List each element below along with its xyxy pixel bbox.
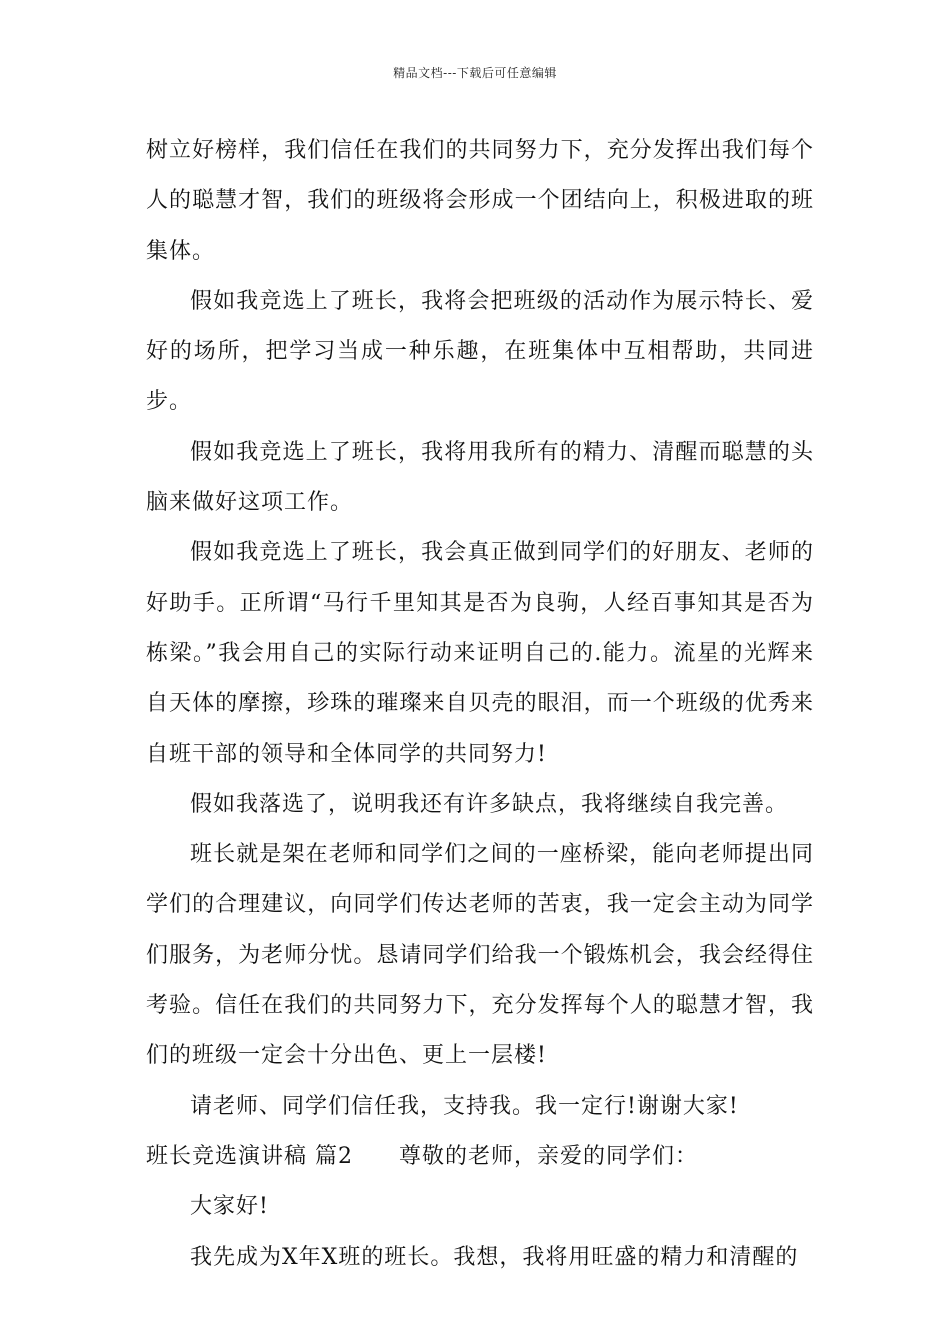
document-body (146, 126, 814, 1283)
section-title-line: 班长竞选演讲稿 篇2 尊敬的老师，亲爱的同学们： (146, 1143, 698, 1169)
paragraph: 请老师、同学们信任我，支持我。我一定行!谢谢大家! (190, 1093, 739, 1119)
paragraph: 我先成为X年X班的班长。我想，我将用旺盛的精力和清醒的 (190, 1244, 799, 1270)
paragraph: 大家好! (190, 1194, 269, 1220)
paragraph: 班长就是架在老师和同学们之间的一座桥梁，能向老师提出同学们的合理建议，向同学们传达老师的苦衷，我一定会主动为同学们服务，为老师分忧。恳请同学们给我一个锻炼机会，我会经得住考验。信任在我们的共同努力下，充分发挥每个人的聪慧才智，我们的班级一定会十分出色、更上一层楼! (146, 842, 814, 1069)
paragraph: 假如我落选了，说明我还有许多缺点，我将继续自我完善。 (190, 791, 789, 817)
paragraph: 假如我竞选上了班长，我会真正做到同学们的好朋友、老师的好助手。正所谓“马行千里知其是否为良驹，人经百事知其是否为栋梁。”我会用自己的实际行动来证明自己的.能力。流星的光辉来自天体的摩擦，珍珠的璀璨来自贝壳的眼泪，而一个班级的优秀来自班干部的领导和全体同学的共同努力! (146, 540, 814, 767)
paragraph: 假如我竞选上了班长，我将用我所有的精力、清醒而聪慧的头脑来做好这项工作。 (146, 439, 814, 516)
paragraph: 树立好榜样，我们信任在我们的共同努力下，充分发挥出我们每个人的聪慧才智，我们的班级将会形成一个团结向上，积极进取的班集体。 (146, 138, 814, 264)
paragraph: 假如我竞选上了班长，我将会把班级的活动作为展示特长、爱好的场所，把学习当成一种乐趣，在班集体中互相帮助，共同进步。 (146, 288, 814, 415)
page-header: 精品文档---下载后可任意编辑 (393, 66, 557, 80)
